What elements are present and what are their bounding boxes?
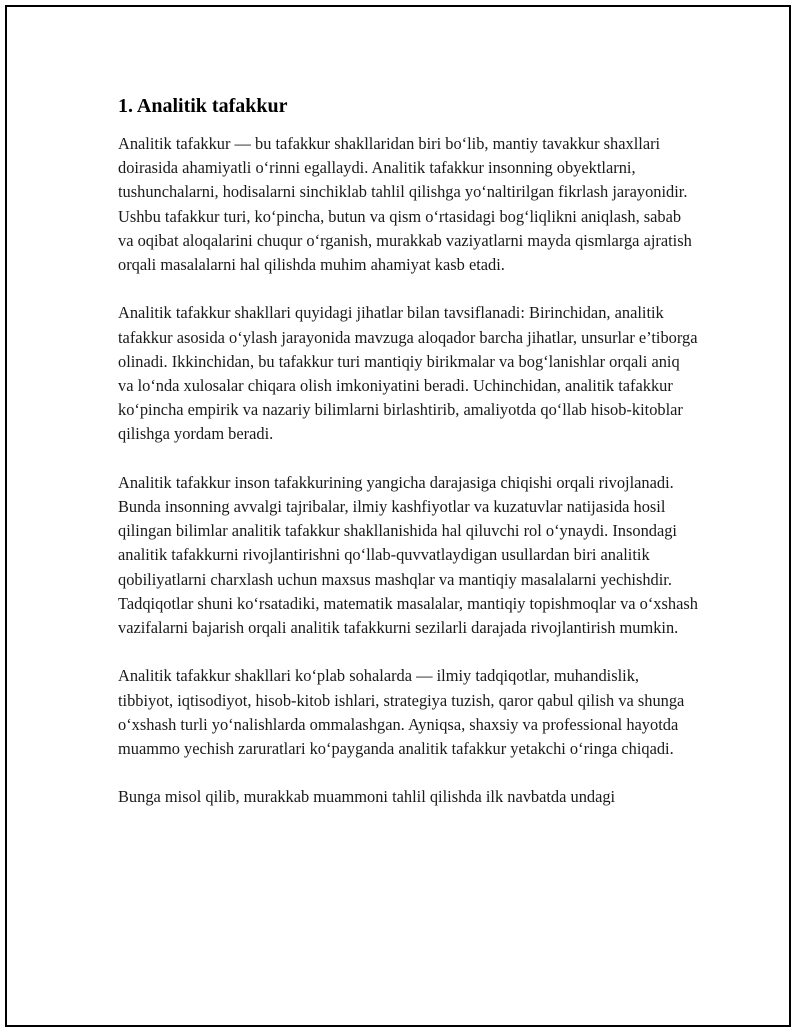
paragraph-5: Bunga misol qilib, murakkab muammoni tahlil qilishda ilk navbatda undagi xyxy=(118,787,616,807)
document-body xyxy=(118,94,698,834)
paragraph-3: Analitik tafakkur inson tafakkurining yangicha darajasiga chiqishi orqali rivojlanadi. Bunda insonning avvalgi tajribalar, ilmiy kashfiyotlar va kuzatuvlar natijasida hosil qilingan bilimlar analitik tafakkur shakllanishida hal qiluvchi rol o‘ynaydi. Insondagi analitik tafakkurni rivojlantirishni qo‘llab-quvvatlaydigan usullardan biri analitik qobiliyatlarni charxlash uchun maxsus mashqlar va mantiqiy masalalarni yechishdir. Tadqiqotlar shuni ko‘rsatadiki, matematik masalalar, mantiqiy topishmoqlar va o‘xshash vazifalarni bajarish orqali analitik tafakkurni sezilarli darajada rivojlantirish mumkin. xyxy=(118,472,698,638)
paragraph-2: Analitik tafakkur shakllari quyidagi jihatlar bilan tavsiflanadi: Birinchidan, analitik tafakkur asosida o‘ylash jarayonida mavzuga aloqador barcha jihatlar, unsurlar e’tiborga olinadi. Ikkinchidan, bu tafakkur turi mantiqiy birikmalar va bog‘lanishlar orqali aniq va lo‘nda xulosalar chiqara olish imkoniyatini beradi. Uchinchidan, analitik tafakkur ko‘pincha empirik va nazariy bilimlarni birlashtirib, amaliyotda qo‘llab hisob-kitoblar qilishga yordam beradi. xyxy=(118,303,698,444)
paragraph-4: Analitik tafakkur shakllari ko‘plab sohalarda — ilmiy tadqiqotlar, muhandislik, tibbiyot, iqtisodiyot, hisob-kitob ishlari, strategiya tuzish, qaror qabul qilish va shunga o‘xshash turli yo‘nalishlarda ommalashgan. Ayniqsa, shaxsiy va professional hayotda muammo yechish zaruratlari ko‘payganda analitik tafakkur yetakchi o‘ringa chiqadi. xyxy=(118,666,685,759)
section-heading: 1. Analitik tafakkur xyxy=(118,95,288,117)
paragraph-1: Analitik tafakkur — bu tafakkur shakllaridan biri bo‘lib, mantiy tavakkur shaxllari doirasida ahamiyatli o‘rinni egallaydi. Analitik tafakkur insonning obyektlarni, tushunchalarni, hodisalarni sinchiklab tahlil qilishga yo‘naltirilgan fikrlash jarayonidir. Ushbu tafakkur turi, ko‘pincha, butun va qism o‘rtasidagi bog‘liqlikni aniqlash, sabab va oqibat aloqalarini chuqur o‘rganish, murakkab vaziyatlarni mayda qismlarga ajratish orqali masalalarni hal qilishda muhim ahamiyat kasb etadi. xyxy=(118,134,692,275)
